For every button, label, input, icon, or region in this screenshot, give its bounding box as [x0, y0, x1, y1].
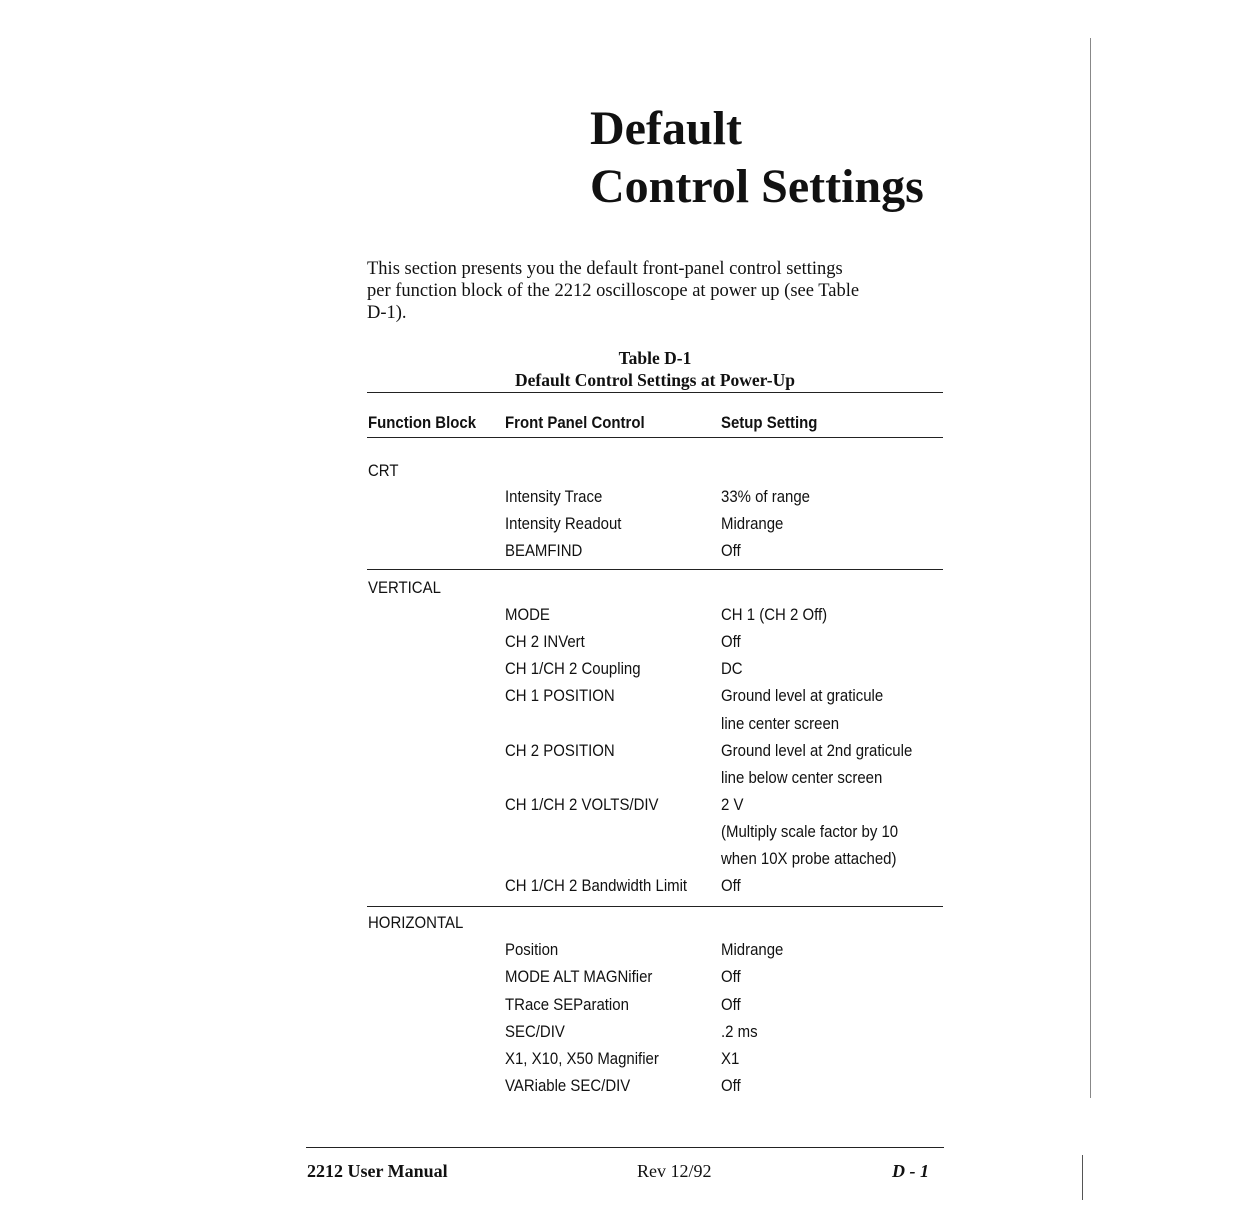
- setting-mode: CH 1 (CH 2 Off): [721, 605, 828, 624]
- footer-rule: [306, 1147, 944, 1148]
- control-volts-div: CH 1/CH 2 VOLTS/DIV: [505, 795, 659, 814]
- footer-revision: Rev 12/92: [637, 1161, 712, 1181]
- table-top-rule: [367, 392, 943, 393]
- setting-ch1-position-line1: Ground level at graticule: [721, 686, 884, 705]
- footer-manual-name: 2212 User Manual: [307, 1161, 448, 1181]
- table-number: Table D-1: [618, 348, 692, 368]
- setting-coupling: DC: [721, 659, 743, 678]
- page-title: [590, 100, 924, 216]
- setting-ch2-invert: Off: [721, 632, 741, 651]
- control-coupling: CH 1/CH 2 Coupling: [505, 659, 641, 678]
- setting-alt-magnifier: Off: [721, 967, 741, 986]
- setting-trace-separation: Off: [721, 995, 741, 1014]
- control-beamfind: BEAMFIND: [505, 541, 583, 560]
- section-rule-crt: [367, 569, 943, 570]
- margin-line: [1090, 38, 1091, 1098]
- setting-volts-div-line3: when 10X probe attached): [721, 849, 897, 868]
- title-line-1: Default: [590, 102, 742, 155]
- setting-intensity-trace: 33% of range: [721, 487, 811, 506]
- control-ch1-position: CH 1 POSITION: [505, 686, 615, 705]
- setting-sec-div: .2 ms: [721, 1022, 758, 1041]
- intro-paragraph: [367, 258, 947, 324]
- control-variable-sec-div: VARiable SEC/DIV: [505, 1076, 631, 1095]
- table-title: Default Control Settings at Power-Up: [515, 370, 795, 390]
- control-bandwidth-limit: CH 1/CH 2 Bandwidth Limit: [505, 876, 688, 895]
- setting-bandwidth-limit: Off: [721, 876, 741, 895]
- setting-ch2-position-line1: Ground level at 2nd graticule: [721, 741, 913, 760]
- intro-line-3: D-1).: [367, 303, 407, 323]
- control-magnifier: X1, X10, X50 Magnifier: [505, 1049, 659, 1068]
- title-line-2: Control Settings: [590, 160, 924, 213]
- control-intensity-trace: Intensity Trace: [505, 487, 603, 506]
- setting-beamfind: Off: [721, 541, 741, 560]
- control-alt-magnifier: MODE ALT MAGNifier: [505, 967, 653, 986]
- section-rule-vertical: [367, 906, 943, 907]
- header-function-block: Function Block: [368, 413, 477, 432]
- setting-variable-sec-div: Off: [721, 1076, 741, 1095]
- margin-mark: [1082, 1155, 1083, 1200]
- setting-magnifier: X1: [721, 1049, 740, 1068]
- table-caption: [367, 347, 943, 391]
- intro-line-1: This section presents you the default front-panel control settings: [367, 259, 843, 279]
- control-sec-div: SEC/DIV: [505, 1022, 565, 1041]
- intro-line-2: per function block of the 2212 oscilloscope at power up (see Table: [367, 281, 860, 301]
- block-vertical: VERTICAL: [368, 578, 441, 597]
- control-position: Position: [505, 940, 559, 959]
- header-rule: [367, 437, 943, 438]
- control-intensity-readout: Intensity Readout: [505, 514, 622, 533]
- block-horizontal: HORIZONTAL: [368, 913, 464, 932]
- setting-ch1-position-line2: line center screen: [721, 714, 840, 733]
- setting-ch2-position-line2: line below center screen: [721, 768, 883, 787]
- control-ch2-invert: CH 2 INVert: [505, 632, 585, 651]
- control-trace-separation: TRace SEParation: [505, 995, 629, 1014]
- block-crt: CRT: [368, 461, 399, 480]
- setting-volts-div-line2: (Multiply scale factor by 10: [721, 822, 899, 841]
- footer-page-number: D - 1: [892, 1161, 929, 1181]
- setting-volts-div-line1: 2 V: [721, 795, 744, 814]
- setting-position: Midrange: [721, 940, 784, 959]
- header-setup-setting: Setup Setting: [721, 413, 818, 432]
- control-ch2-position: CH 2 POSITION: [505, 741, 615, 760]
- control-mode: MODE: [505, 605, 550, 624]
- setting-intensity-readout: Midrange: [721, 514, 784, 533]
- header-front-panel-control: Front Panel Control: [505, 413, 645, 432]
